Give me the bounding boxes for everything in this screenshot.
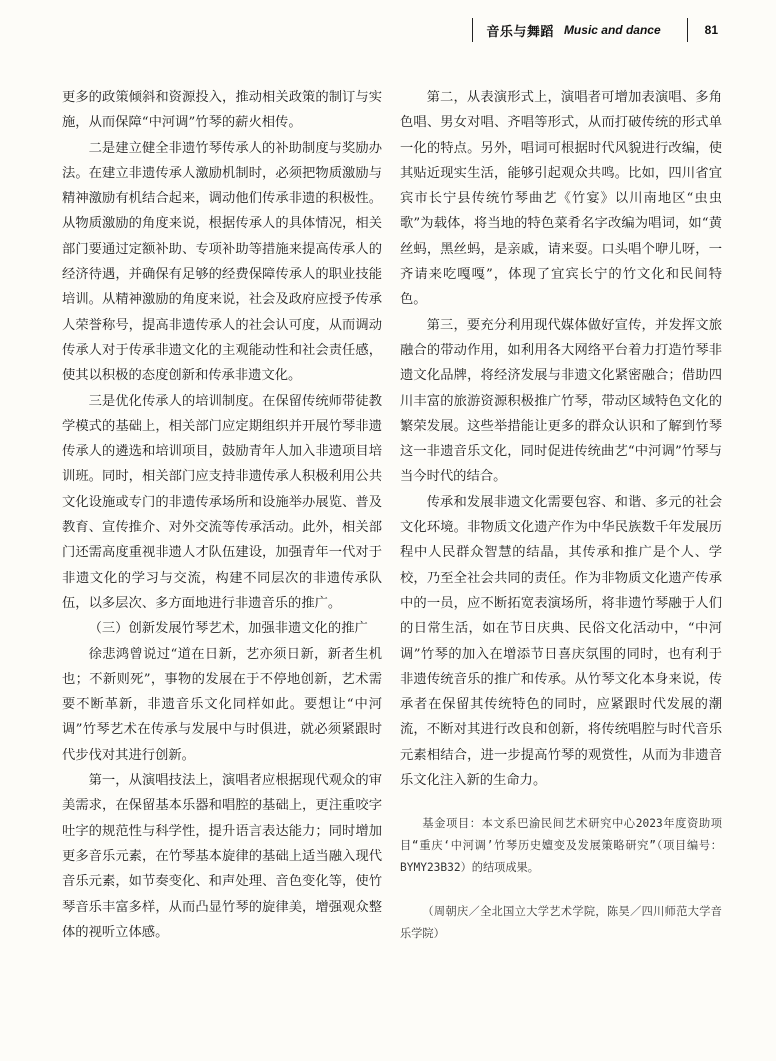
funding-note: 基金项目：本文系巴渝民间艺术研究中心2023年度资助项目“重庆‘中河调’竹琴历史嬗变及发展策略研究”（项目编号：BYMY23B32）的结项成果。: [400, 817, 722, 875]
section-title-cn: 音乐与舞蹈: [486, 24, 554, 40]
author-affiliations: （周朝庆／全北国立大学艺术学院，陈昊／四川师范大学音乐学院）: [400, 905, 722, 941]
paragraph: 第二，从表演形式上，演唱者可增加表演唱、多角色唱、男女对唱、齐唱等形式，从而打破传统的形式单一化的特点。另外，唱词可根据时代风貌进行改编，使其贴近现实生活，能够引起观众共鸣。比如，四川省宜宾市长宁县传统竹琴曲艺《竹宴》以川南地区“虫虫歌”为载体，将当地的特色菜肴名字改编为唱词，如“黄丝蚂，黑丝蚂，是亲戚，请来耍。口头唱个咿儿呀，一齐请来吃嘎嘎”，体现了宜宾长宁的竹文化和民间特色。: [400, 90, 722, 308]
header-divider-left: [472, 18, 473, 42]
paragraph: 徐悲鸿曾说过“道在日新，艺亦须日新，新者生机也；不新则死”，事物的发展在于不停地创新，艺术需要不断革新，非遗音乐文化同样如此。要想让“中河调”竹琴艺术在传承与发展中与时俱进，就必须紧跟时代步伐对其进行创新。: [62, 646, 382, 763]
header-divider-right: [687, 18, 688, 42]
paragraph: 第三，要充分利用现代媒体做好宣传，并发挥文旅融合的带动作用，如利用各大网络平台着力打造竹琴非遗文化品牌，将经济发展与非遗文化紧密融合；借助四川丰富的旅游资源积极推广竹琴，带动区域特色文化的繁荣发展。这些举措能让更多的群众认识和了解到竹琴这一非遗音乐文化，同时促进传统曲艺“中河调”竹琴与当今时代的结合。: [400, 317, 722, 485]
paragraph: 传承和发展非遗文化需要包容、和谐、多元的社会文化环境。非物质文化遗产作为中华民族数千年发展历程中人民群众智慧的结晶，其传承和推广是个人、学校，乃至全社会共同的责任。作为非物质文化遗产传承中的一员，应不断拓宽表演场所，将非遗竹琴融于人们的日常生活，如在节日庆典、民俗文化活动中，“中河调”竹琴的加入在增添节日喜庆氛围的同时，也有利于非遗传统音乐的推广和传承。从竹琴文化本身来说，传承者在保留其传统特色的同时，应紧跟时代发展的潮流，不断对其进行改良和创新，将传统唱腔与时代音乐元素相结合，进一步提高竹琴的观赏性，从而为非遗音乐文化注入新的生命力。: [400, 494, 722, 789]
paragraph: 第一，从演唱技法上，演唱者应根据现代观众的审美需求，在保留基本乐器和唱腔的基础上，更注重咬字吐字的规范性与科学性，提升语言表达能力；同时增加更多音乐元素，在竹琴基本旋律的基础上适当融入现代音乐元素，如节奏变化、和声处理、音色变化等，使竹琴音乐丰富多样，从而凸显竹琴的旋律美，增强观众整体的视听立体感。: [62, 773, 382, 940]
paragraph: 二是建立健全非遗竹琴传承人的补助制度与奖励办法。在建立非遗传承人激励机制时，必须把物质激励与精神激励有机结合起来，调动他们传承非遗的积极性。从物质激励的角度来说，根据传承人的具体情况，相关部门要通过定额补助、专项补助等措施来提高传承人的经济待遇，并确保有足够的经费保障传承人的职业技能培训。从精神激励的角度来说，社会及政府应授予传承人荣誉称号，提高非遗传承人的社会认可度，从而调动传承人对于传承非遗文化的主观能动性和社会责任感，使其以积极的态度创新和传承非遗文化。: [62, 140, 382, 384]
running-header: [486, 18, 718, 42]
right-column: [400, 85, 722, 945]
subsection-heading: （三）创新发展竹琴艺术，加强非遗文化的推广: [88, 621, 368, 637]
paragraph: 更多的政策倾斜和资源投入，推动相关政策的制订与实施，从而保障“中河调”竹琴的薪火相传。: [62, 90, 382, 131]
section-title-en: Music and dance: [563, 23, 661, 37]
paragraph: 三是优化传承人的培训制度。在保留传统师带徒教学模式的基础上，相关部门应定期组织并开展竹琴非遗传承人的遴选和培训项目，鼓励青年人加入非遗项目培训班。同时，相关部门应支持非遗传承人积极利用公共文化设施或专门的非遗传承场所和设施举办展览、普及教育、宣传推介、对外交流等传承活动。此外，相关部门还需高度重视非遗人才队伍建设，加强青年一代对于非遗文化的学习与交流，构建不同层次的非遗传承队伍，以多层次、多方面地进行非遗音乐的推广。: [62, 393, 382, 611]
left-column: [62, 85, 382, 945]
page-number: 81: [704, 23, 718, 37]
